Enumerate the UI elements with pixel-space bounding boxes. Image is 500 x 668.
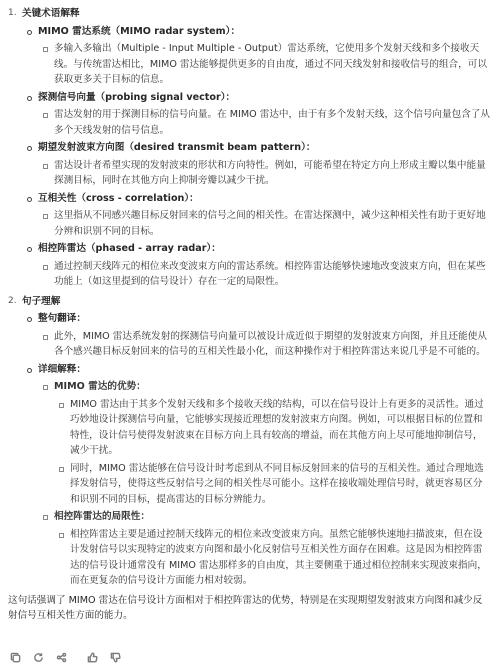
subsection-mimo-advantages <box>38 379 490 507</box>
bullet-square-icon <box>56 461 70 508</box>
bullet-square-icon <box>40 41 54 88</box>
term-label: 期望发射波束方向图（desired transmit beam pattern）： <box>38 142 316 153</box>
message-actions-bar <box>8 650 131 664</box>
bullet-square-icon <box>40 509 54 589</box>
summary-paragraph: 这句话强调了 MIMO 雷达在信号设计方面相对于相控阵雷达的优势，特别是在实现期望发射波束方向图和减少反射信号互相关性方面的能力。 <box>8 594 483 621</box>
section-key-terms <box>8 6 490 290</box>
bullet-square-icon <box>40 107 54 138</box>
term-label: 互相关性（cross - correlation）： <box>38 192 199 204</box>
bullet-square-icon <box>56 397 70 459</box>
copy-icon[interactable] <box>8 650 22 664</box>
list-item <box>22 241 490 290</box>
subsection-heading: MIMO 雷达的优势： <box>54 381 146 392</box>
bullet-square-icon <box>40 158 54 189</box>
bullet-circle-icon <box>24 90 38 139</box>
section-number: 1. <box>8 8 17 18</box>
refresh-icon[interactable] <box>31 650 45 664</box>
section-number: 2. <box>8 295 17 306</box>
term-label: MIMO 雷达系统（MIMO radar system）： <box>38 25 241 37</box>
subsection-phased-array-limits <box>38 509 490 589</box>
detail-label: 详细解释： <box>38 363 86 375</box>
bullet-square-icon <box>40 329 54 360</box>
section-title: 句子理解 <box>22 295 61 307</box>
list-item <box>22 362 490 589</box>
translation-text: 此外，MIMO 雷达系统发射的探测信号向量可以被设计成近似于期望的发射波束方向图，并且还能使从各个感兴趣目标反射回来的信号的互相关性最小化，而这种操作对于相控阵雷达来说几乎是不可能的。 <box>54 330 487 357</box>
bullet-circle-icon <box>24 191 38 240</box>
bullet-circle-icon <box>24 362 38 589</box>
list-item <box>22 90 490 139</box>
list-item <box>22 311 490 360</box>
bullet-square-icon <box>40 208 54 239</box>
term-label: 相控阵雷达（phased - array radar）： <box>38 243 221 254</box>
term-description: 通过控制天线阵元的相位来改变波束方向的雷达系统。相控阵雷达能够快速地改变波束方向，但在某些功能上（如这里提到的信号设计）存在一定的局限性。 <box>54 260 486 287</box>
list-item <box>22 24 490 88</box>
subsection-point: 相控阵雷达主要是通过控制天线阵元的相位来改变波束方向。虽然它能够快速地扫描波束，但在设计发射信号以实现特定的波束方向图和最小化反射信号互相关性方面存在困难。这是因为相控阵雷达的信号设计通常没有 MIMO 雷达那样多的自由度，其主要侧重于通过相位控制来实现波束指向，而在更复杂的信号设计方面能力相对较弱。 <box>70 528 487 586</box>
section-sentence-understanding <box>8 294 490 589</box>
term-description: 这里指从不同感兴趣目标反射回来的信号之间的相关性。在雷达探测中，减少这种相关性有助于更好地分辨和识别不同的目标。 <box>54 210 486 237</box>
subsection-point: MIMO 雷达由于其多个发射天线和多个接收天线的结构，可以在信号设计上有更多的灵活性。通过巧妙地设计探测信号向量，它能够实现接近理想的发射波束方向图。例如，可以根据目标的位置和特性，设计信号使得发射波束在目标方向上具有较高的增益，而在其他方向上尽可能地抑制信号，减少干扰。 <box>70 398 484 456</box>
bullet-circle-icon <box>24 241 38 290</box>
bullet-square-icon <box>40 379 54 507</box>
translation-label: 整句翻译： <box>38 313 86 324</box>
term-description: 多输入多输出（Multiple - Input Multiple - Output）雷达系统，它使用多个发射天线和多个接收天线。与传统雷达相比，MIMO 雷达能够提供更多的自由度，通过不同天线发射和接收信号的组合，可以获取更多关于目标的信息。 <box>54 43 487 85</box>
bullet-circle-icon <box>24 24 38 88</box>
subsection-point: 同时，MIMO 雷达能够在信号设计时考虑到从不同目标反射回来的信号的互相关性。通过合理地选择发射信号，使得这些反射信号之间的相关性尽可能小。这样在接收端处理信号时，就更容易区分和识别不同的目标，提高雷达的目标分辨能力。 <box>70 462 484 505</box>
bullet-square-icon <box>40 259 54 290</box>
term-label: 探测信号向量（probing signal vector）： <box>38 91 236 103</box>
share-icon[interactable] <box>54 650 68 664</box>
bullet-square-icon <box>56 527 70 589</box>
term-description: 雷达发射的用于探测目标的信号向量。在 MIMO 雷达中，由于有多个发射天线，这个信号向量包含了从多个天线发射的信号信息。 <box>54 109 490 136</box>
bullet-circle-icon <box>24 140 38 189</box>
thumbs-up-icon[interactable] <box>85 650 99 664</box>
list-item <box>22 191 490 240</box>
thumbs-down-icon[interactable] <box>108 650 122 664</box>
term-description: 雷达设计者希望实现的发射波束的形状和方向特性。例如，可能希望在特定方向上形成主瓣以集中能量探测目标，同时在其他方向上抑制旁瓣以减少干扰。 <box>54 159 486 186</box>
subsection-heading: 相控阵雷达的局限性： <box>54 511 150 522</box>
bullet-circle-icon <box>24 311 38 360</box>
list-item <box>22 140 490 189</box>
section-title: 关键术语解释 <box>22 8 80 19</box>
